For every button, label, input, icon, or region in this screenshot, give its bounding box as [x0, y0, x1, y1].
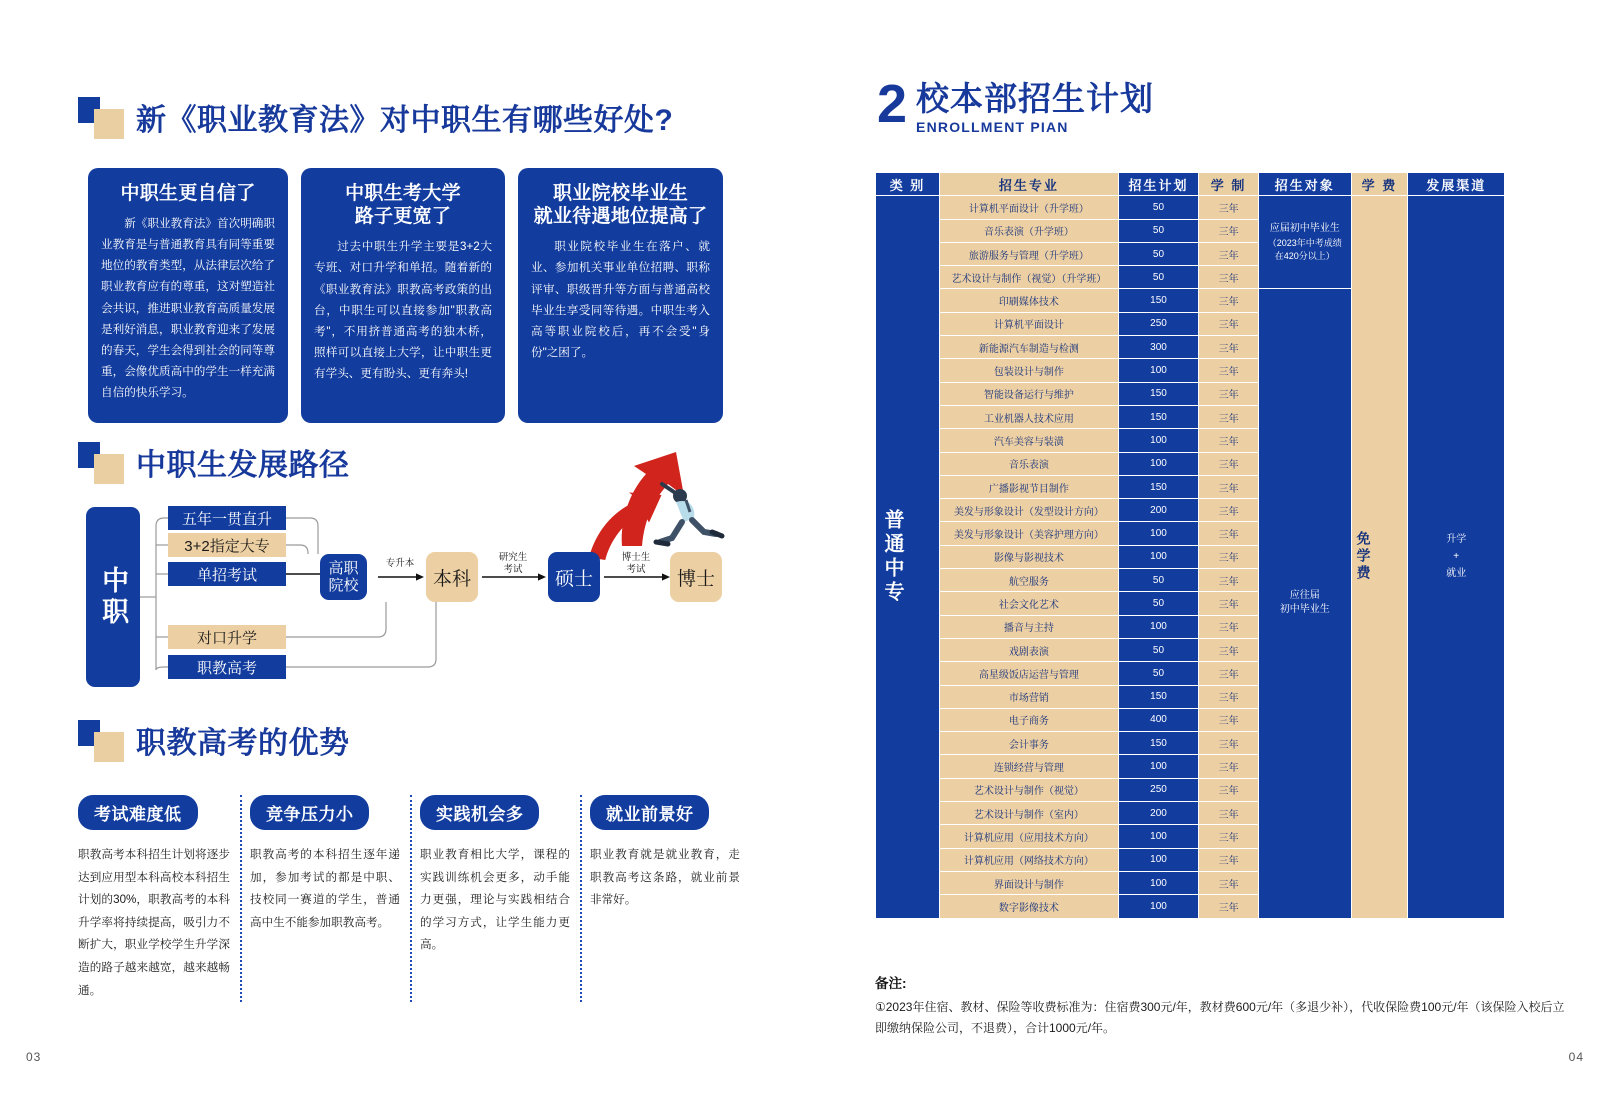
pathway-edge-label: 专升本	[385, 558, 415, 569]
cell-plan: 100	[1119, 755, 1198, 777]
cell-years: 三年	[1199, 662, 1258, 684]
cell-plan: 200	[1119, 499, 1198, 521]
development-line: 就业	[1446, 568, 1467, 580]
cell-major: 播音与主持	[940, 616, 1118, 638]
cell-major: 艺术设计与制作（室内）	[940, 802, 1118, 824]
cell-major: 美发与形象设计（美容护理方向）	[940, 522, 1118, 544]
remark-body: ①2023年住宿、教材、保险等收费标准为：住宿费300元/年，教材费600元/年（多退少补），代收保险费100元/年（该保险入校后立即缴纳保险公司，不退费），合计1000元/年。	[875, 1000, 1565, 1035]
heading-marker-icon	[78, 97, 124, 137]
pathway-option: 职教高考	[168, 655, 286, 679]
advantage-list	[70, 795, 750, 1002]
cell-major: 旅游服务与管理（升学班）	[940, 243, 1118, 265]
cell-years: 三年	[1199, 872, 1258, 894]
benefit-card-title-line: 中职生考大学	[345, 183, 461, 204]
cell-plan: 150	[1119, 732, 1198, 754]
cell-major: 戏剧表演	[940, 639, 1118, 661]
col-header-tuition: 学 费	[1352, 173, 1408, 195]
cell-years: 三年	[1199, 616, 1258, 638]
cell-years: 三年	[1199, 313, 1258, 335]
cell-major: 广播影视节目制作	[940, 476, 1118, 498]
cell-years: 三年	[1199, 406, 1258, 428]
pathway-diagram	[78, 492, 758, 707]
pathway-option: 单招考试	[168, 562, 286, 586]
cell-years: 三年	[1199, 779, 1258, 801]
cell-plan: 50	[1119, 196, 1198, 218]
cell-years: 三年	[1199, 755, 1258, 777]
section-heading-benefits	[78, 95, 673, 139]
tuition-label: 免学费	[1355, 531, 1372, 583]
advantage-item	[410, 795, 580, 1002]
pathway-node-master: 硕士	[548, 552, 600, 602]
cell-years: 三年	[1199, 686, 1258, 708]
remark-title: 备注:	[875, 976, 907, 991]
advantage-pill: 实践机会多	[420, 795, 540, 830]
cell-years: 三年	[1199, 220, 1258, 242]
cell-years: 三年	[1199, 569, 1258, 591]
cell-major: 新能源汽车制造与检测	[940, 336, 1118, 358]
benefit-card-title-line: 就业待遇地位提高了	[533, 206, 708, 228]
table-header-row	[876, 173, 1504, 195]
object-line: 在420分以上）	[1274, 250, 1335, 261]
cell-years: 三年	[1199, 849, 1258, 871]
node-line: 院校	[328, 577, 359, 594]
cell-plan: 300	[1119, 336, 1198, 358]
cell-plan: 100	[1119, 522, 1198, 544]
pathway-edge-label	[605, 552, 667, 576]
page-number-left: 03	[26, 1050, 42, 1064]
cell-major: 音乐表演（升学班）	[940, 220, 1118, 242]
cell-years: 三年	[1199, 592, 1258, 614]
cell-major: 电子商务	[940, 709, 1118, 731]
section-title-benefits: 新《职业教育法》对中职生有哪些好处?	[136, 104, 674, 137]
benefit-card	[88, 168, 288, 423]
object-line: （2023年中考成绩	[1267, 237, 1342, 248]
cell-major: 计算机平面设计	[940, 313, 1118, 335]
pathway-node-start: 中职	[86, 507, 140, 687]
cell-plan: 250	[1119, 313, 1198, 335]
pathway-option: 五年一贯直升	[168, 506, 286, 530]
cell-years: 三年	[1199, 499, 1258, 521]
cell-plan: 100	[1119, 849, 1198, 871]
cell-plan: 150	[1119, 686, 1198, 708]
cell-plan: 400	[1119, 709, 1198, 731]
cell-major: 社会文化艺术	[940, 592, 1118, 614]
node-line: 高职	[328, 559, 359, 577]
development-line: 升学	[1446, 534, 1467, 546]
col-header-major: 招生专业	[940, 173, 1118, 195]
benefit-card-body: 新《职业教育法》首次明确职业教育是与普通教育具有同等重要地位的教育类型，从法律层次给了职业教育应有的尊重，这对塑造社会共识，推进职业教育高质量发展是利好消息，职业教育迎来了发展的春天，学生会得到社会的同等尊重，会像优质高中的学生一样充满自信的快乐学习。	[101, 217, 275, 399]
cell-plan: 50	[1119, 569, 1198, 591]
development-line: +	[1453, 551, 1460, 563]
advantage-pill: 就业前景好	[590, 795, 710, 830]
section-heading-advantages	[78, 718, 350, 762]
cell-plan: 250	[1119, 779, 1198, 801]
col-header-years: 学 制	[1199, 173, 1258, 195]
cell-years: 三年	[1199, 709, 1258, 731]
cell-plan: 50	[1119, 266, 1198, 288]
right-page	[805, 0, 1610, 1100]
col-header-category: 类 别	[876, 173, 939, 195]
pathway-node-bachelor: 本科	[426, 552, 478, 602]
object-line: 初中毕业生	[1279, 604, 1330, 616]
cell-major: 计算机应用（网络技术方向）	[940, 849, 1118, 871]
cell-major: 影像与影视技术	[940, 546, 1118, 568]
benefit-card-body: 过去中职生升学主要是3+2大专班、对口升学和单招。随着新的《职业教育法》职教高考政策的出台，中职生可以直接参加"职教高考"，不用挤普通高考的独木桥，照样可以直接上大学，让中职生更有学头、更有盼头、更有奔头!	[314, 240, 492, 380]
advantage-body: 职教高考的本科招生逐年递加，参加考试的都是中职、技校同一赛道的学生，普通高中生不能参加职教高考。	[249, 848, 400, 929]
cell-plan: 50	[1119, 220, 1198, 242]
advantage-body: 职业教育相比大学，课程的实践训练机会更多，动手能力更强，理论与实践相结合的学习方式，让学生能力更高。	[419, 848, 570, 952]
cell-years: 三年	[1199, 266, 1258, 288]
edge-label-line: 考试	[503, 563, 523, 575]
cell-years: 三年	[1199, 383, 1258, 405]
cell-major: 印刷媒体技术	[940, 289, 1118, 311]
benefit-card-title	[531, 182, 710, 228]
cell-plan: 100	[1119, 546, 1198, 568]
benefit-card-list	[88, 168, 723, 423]
cell-years: 三年	[1199, 476, 1258, 498]
cell-major: 艺术设计与制作（视觉）（升学班）	[940, 266, 1118, 288]
cell-major: 计算机平面设计（升学班）	[940, 196, 1118, 218]
cell-years: 三年	[1199, 289, 1258, 311]
benefit-card-title-line: 职业院校毕业生	[552, 183, 689, 204]
cell-years: 三年	[1199, 802, 1258, 824]
enrollment-plan-table	[875, 172, 1505, 919]
advantage-item	[580, 795, 750, 1002]
cell-plan: 150	[1119, 476, 1198, 498]
cell-years: 三年	[1199, 453, 1258, 475]
cell-plan: 100	[1119, 453, 1198, 475]
cell-years: 三年	[1199, 546, 1258, 568]
cell-major: 美发与形象设计（发型设计方向）	[940, 499, 1118, 521]
cell-major: 音乐表演	[940, 453, 1118, 475]
cell-plan: 100	[1119, 825, 1198, 847]
section-number: 2	[877, 74, 908, 134]
table-row	[876, 196, 1504, 218]
benefit-card	[518, 168, 723, 423]
cell-years: 三年	[1199, 825, 1258, 847]
advantage-body: 职业教育就是就业教育，走职教高考这条路，就业前景非常好。	[589, 848, 740, 907]
col-header-development: 发展渠道	[1408, 173, 1504, 195]
cell-years: 三年	[1199, 243, 1258, 265]
cell-major: 汽车美容与装潢	[940, 429, 1118, 451]
cell-years: 三年	[1199, 732, 1258, 754]
section-title-pathway: 中职生发展路径	[136, 449, 350, 482]
section-title-cn: 校本部招生计划	[916, 80, 1155, 117]
col-header-object: 招生对象	[1259, 173, 1350, 195]
remark-block	[875, 972, 1565, 1039]
page-number-right: 04	[1568, 1050, 1584, 1064]
category-label: 普通中专	[881, 508, 903, 605]
section-title-advantages: 职教高考的优势	[136, 727, 350, 760]
edge-label-line: 研究生	[498, 552, 528, 563]
cell-major: 会计事务	[940, 732, 1118, 754]
cell-plan: 100	[1119, 359, 1198, 381]
pathway-option: 对口升学	[168, 625, 286, 649]
cell-major: 工业机器人技术应用	[940, 406, 1118, 428]
cell-tuition	[1352, 196, 1408, 917]
advantage-pill: 考试难度低	[78, 795, 198, 830]
cell-plan: 50	[1119, 639, 1198, 661]
cell-years: 三年	[1199, 522, 1258, 544]
cell-major: 高星级饭店运营与管理	[940, 662, 1118, 684]
section-title-en: ENROLLMENT PIAN	[916, 118, 1069, 135]
benefit-card-body: 职业院校毕业生在落户、就业、参加机关事业单位招聘、职称评审、职级晋升等方面与普通高校毕业生享受同等待遇。中职生考入高等职业院校后，再不会受"身份"之困了。	[531, 240, 710, 359]
heading-marker-icon	[78, 720, 124, 760]
cell-major: 智能设备运行与维护	[940, 383, 1118, 405]
cell-major: 艺术设计与制作（视觉）	[940, 779, 1118, 801]
cell-plan: 100	[1119, 429, 1198, 451]
benefit-card-title-line: 路子更宽了	[354, 206, 452, 228]
cell-plan: 50	[1119, 243, 1198, 265]
col-header-plan: 招生计划	[1119, 173, 1198, 195]
cell-years: 三年	[1199, 359, 1258, 381]
arrow-runner-illustration-icon	[598, 450, 728, 550]
cell-plan: 100	[1119, 616, 1198, 638]
benefit-card	[301, 168, 505, 423]
cell-plan: 50	[1119, 662, 1198, 684]
cell-category	[876, 196, 939, 917]
object-line: 应往届	[1289, 589, 1320, 601]
cell-major: 连锁经营与管理	[940, 755, 1118, 777]
heading-marker-icon	[78, 442, 124, 482]
cell-years: 三年	[1199, 336, 1258, 358]
pathway-node-vocational-college	[320, 554, 367, 600]
cell-major: 数字影像技术	[940, 895, 1118, 917]
benefit-card-title	[314, 182, 492, 228]
cell-plan: 200	[1119, 802, 1198, 824]
advantage-pill: 竞争压力小	[250, 795, 370, 830]
cell-plan: 150	[1119, 406, 1198, 428]
cell-plan: 150	[1119, 289, 1198, 311]
object-line: 应届初中毕业生	[1269, 223, 1340, 235]
cell-major: 界面设计与制作	[940, 872, 1118, 894]
edge-label-line: 考试	[626, 563, 646, 575]
pathway-node-doctor: 博士	[670, 552, 722, 602]
cell-major: 包装设计与制作	[940, 359, 1118, 381]
advantage-item	[70, 795, 240, 1002]
cell-plan: 150	[1119, 383, 1198, 405]
advantage-body: 职教高考本科招生计划将逐步达到应用型本科高校本科招生计划的30%，职教高考的本科升学率将持续提高，吸引力不断扩大，职业学校学生升学深造的路子越来越宽，越来越畅通。	[78, 848, 230, 997]
cell-years: 三年	[1199, 639, 1258, 661]
pathway-edge-label	[482, 552, 544, 576]
cell-plan: 100	[1119, 872, 1198, 894]
cell-major: 计算机应用（应用技术方向）	[940, 825, 1118, 847]
cell-object-group1	[1259, 196, 1350, 288]
benefit-card-title: 中职生更自信了	[120, 183, 256, 204]
edge-label-line: 博士生	[621, 552, 651, 563]
cell-development	[1408, 196, 1504, 917]
section-heading-pathway	[78, 440, 350, 484]
cell-years: 三年	[1199, 429, 1258, 451]
cell-years: 三年	[1199, 196, 1258, 218]
cell-plan: 50	[1119, 592, 1198, 614]
pathway-option: 3+2指定大专	[168, 533, 286, 557]
cell-major: 市场营销	[940, 686, 1118, 708]
cell-years: 三年	[1199, 895, 1258, 917]
advantage-item	[240, 795, 410, 1002]
cell-object-group2	[1259, 289, 1350, 917]
cell-major: 航空服务	[940, 569, 1118, 591]
cell-plan: 100	[1119, 895, 1198, 917]
enrollment-plan-header	[877, 74, 1155, 135]
